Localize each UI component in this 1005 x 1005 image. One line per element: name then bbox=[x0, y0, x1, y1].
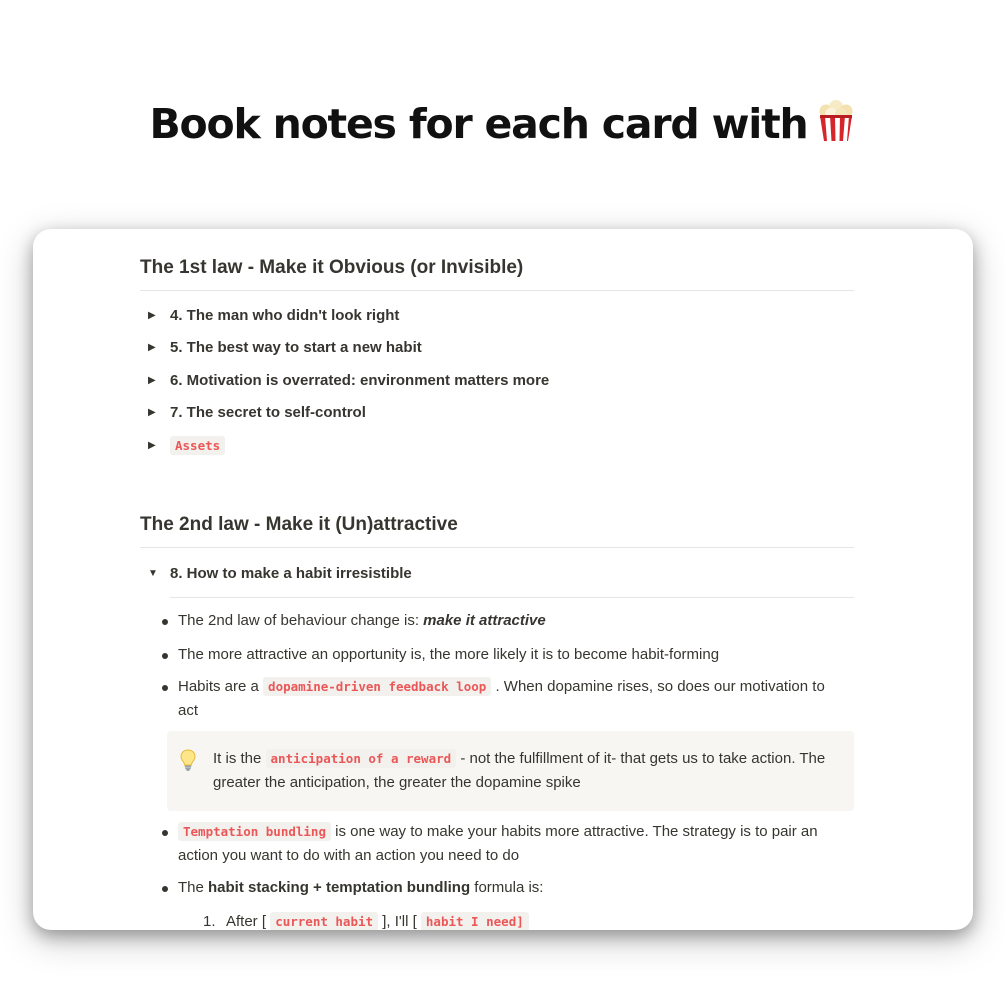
list-item bbox=[178, 643, 848, 667]
callout-block bbox=[167, 731, 854, 811]
list-number: 1. bbox=[203, 913, 216, 930]
bullet-bold: habit stacking + temptation bundling bbox=[208, 879, 471, 896]
triangle-right-icon[interactable]: ▶ bbox=[148, 342, 156, 353]
inline-code: current habit bbox=[270, 912, 378, 930]
formula-text: ], I'll [ bbox=[378, 913, 421, 930]
numbered-item bbox=[203, 910, 529, 930]
bullet-text: The more attractive an opportunity is, the more likely it is to become habit-forming bbox=[178, 646, 720, 663]
list-item bbox=[178, 820, 848, 868]
inline-code: habit I need] bbox=[421, 912, 529, 930]
bullet-text: . When dopamine rises, so does our motivation to act bbox=[178, 678, 825, 719]
triangle-right-icon[interactable]: ▶ bbox=[148, 440, 156, 451]
list-item bbox=[178, 876, 848, 900]
toggle-label: 8. How to make a habit irresistible bbox=[170, 565, 412, 582]
popcorn-icon bbox=[816, 100, 856, 152]
toggle-divider bbox=[170, 597, 854, 598]
inline-code: dopamine-driven feedback loop bbox=[263, 677, 491, 696]
callout-segment: It is the bbox=[213, 750, 266, 767]
light-bulb-icon bbox=[180, 749, 196, 776]
triangle-right-icon[interactable]: ▶ bbox=[148, 310, 156, 321]
list-item bbox=[178, 609, 848, 633]
formula-text: After [ bbox=[226, 913, 271, 930]
inline-code: anticipation of a reward bbox=[266, 749, 457, 768]
toggle-label: 7. The secret to self-control bbox=[170, 404, 366, 421]
toggle-assets[interactable] bbox=[148, 436, 225, 455]
toggle-label: 4. The man who didn't look right bbox=[170, 307, 400, 324]
triangle-right-icon[interactable]: ▶ bbox=[148, 407, 156, 418]
section-heading-1st-law: The 1st law - Make it Obvious (or Invisible) bbox=[140, 257, 854, 291]
bullet-text: formula is: bbox=[470, 879, 544, 896]
toggle-label: 5. The best way to start a new habit bbox=[170, 339, 422, 356]
bullet-text: The 2nd law of behaviour change is: bbox=[178, 612, 424, 629]
page-title-text: Book notes for each card with bbox=[149, 100, 808, 148]
toggle-chapter-4[interactable] bbox=[148, 307, 399, 324]
toggle-chapter-8[interactable] bbox=[148, 565, 412, 582]
toggle-chapter-6[interactable] bbox=[148, 372, 549, 389]
toggle-chapter-5[interactable] bbox=[148, 339, 422, 356]
bullet-text: is one way to make your habits more attractive. The strategy is to pair an action you want to do with an action you need to do bbox=[178, 823, 818, 864]
section-heading-2nd-law: The 2nd law - Make it (Un)attractive bbox=[140, 514, 854, 548]
triangle-down-icon[interactable]: ▼ bbox=[148, 568, 158, 579]
notes-card bbox=[33, 229, 973, 930]
bullet-text: The bbox=[178, 879, 209, 896]
inline-code: Temptation bundling bbox=[178, 822, 331, 841]
page-title bbox=[0, 100, 1005, 152]
list-item bbox=[178, 675, 848, 723]
toggle-chapter-7[interactable] bbox=[148, 404, 366, 421]
callout-text bbox=[213, 747, 833, 795]
callout-segment: - not the fulfillment of it- that gets us to take action. The greater the anticipation, the greater the dopamine spike bbox=[213, 750, 826, 791]
bullet-text: Habits are a bbox=[178, 678, 264, 695]
assets-code-label: Assets bbox=[170, 436, 225, 455]
triangle-right-icon[interactable]: ▶ bbox=[148, 375, 156, 386]
toggle-label: 6. Motivation is overrated: environment matters more bbox=[170, 372, 550, 389]
bullet-emphasis: make it attractive bbox=[423, 612, 546, 629]
